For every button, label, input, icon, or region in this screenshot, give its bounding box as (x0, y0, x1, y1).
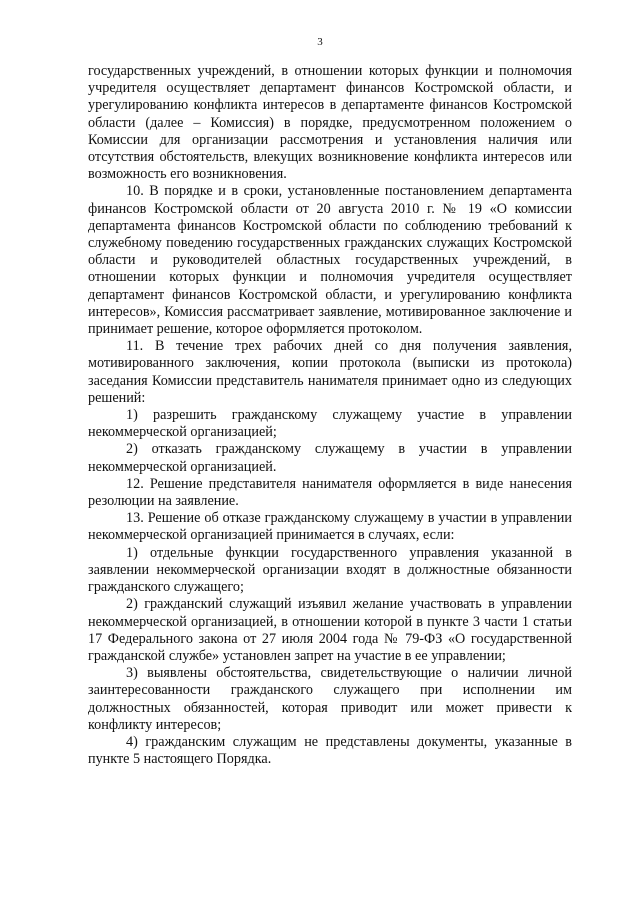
page-number: 3 (317, 36, 323, 48)
page-body (88, 63, 572, 768)
paragraph-subitem-11-1: 1) разрешить гражданскому служащему участие в управлении некоммерческой организацией; (88, 407, 572, 441)
paragraph-subitem-11-2: 2) отказать гражданскому служащему в участии в управлении некоммерческой организацией. (88, 441, 572, 475)
paragraph-item-13: 13. Решение об отказе гражданскому служащему в участии в управлении некоммерческой организацией принимается в случаях, если: (88, 510, 572, 544)
paragraph-continuation: государственных учреждений, в отношении которых функции и полномочия учредителя осуществляет департамент финансов Костромской области, и урегулированию конфликта интересов в департаменте финансов Костромской области (далее – Комиссия) в порядке, предусмотренном положением о Комиссии для организации рассмотрения и установления наличия или отсутствия обстоятельств, влекущих возникновение конфликта интересов или возможность его возникновения. (88, 63, 572, 183)
paragraph-subitem-13-4: 4) гражданским служащим не представлены документы, указанные в пункте 5 настоящего Порядка. (88, 733, 572, 768)
paragraph-subitem-13-3: 3) выявлены обстоятельства, свидетельствующие о наличии личной заинтересованности гражданского служащего при исполнении им должностных обязанностей, которая приводит или может привести к конфликту интересов; (88, 665, 572, 733)
paragraph-subitem-13-2: 2) гражданский служащий изъявил желание участвовать в управлении некоммерческой организацией, в отношении которой в пункте 3 части 1 статьи 17 Федерального закона от 27 июля 2004 года № 79-ФЗ «О государственной гражданской службе» установлен запрет на участие в ее управлении; (88, 596, 572, 664)
paragraph-subitem-13-1: 1) отдельные функции государственного управления указанной в заявлении некоммерческой организации входят в должностные обязанности гражданского служащего; (88, 544, 572, 596)
paragraph-item-10: 10. В порядке и в сроки, установленные постановлением департамента финансов Костромской области от 20 августа 2010 г. № 19 «О комиссии департамента финансов Костромской области по соблюдению требований к служебному поведению государственных гражданских служащих Костромской области и руководителей областных государственных учреждений, в отношении которых функции и полномочия учредителя осуществляет департамент финансов Костромской области, и урегулированию конфликта интересов», Комиссия рассматривает заявление, мотивированное заключение и принимает решение, которое оформляется протоколом. (88, 183, 572, 338)
paragraph-item-11: 11. В течение трех рабочих дней со дня получения заявления, мотивированного заключения, копии протокола (выписки из протокола) заседания Комиссии представитель нанимателя принимает одно из следующих решений: (88, 338, 572, 406)
paragraph-item-12: 12. Решение представителя нанимателя оформляется в виде нанесения резолюции на заявление. (88, 475, 572, 510)
